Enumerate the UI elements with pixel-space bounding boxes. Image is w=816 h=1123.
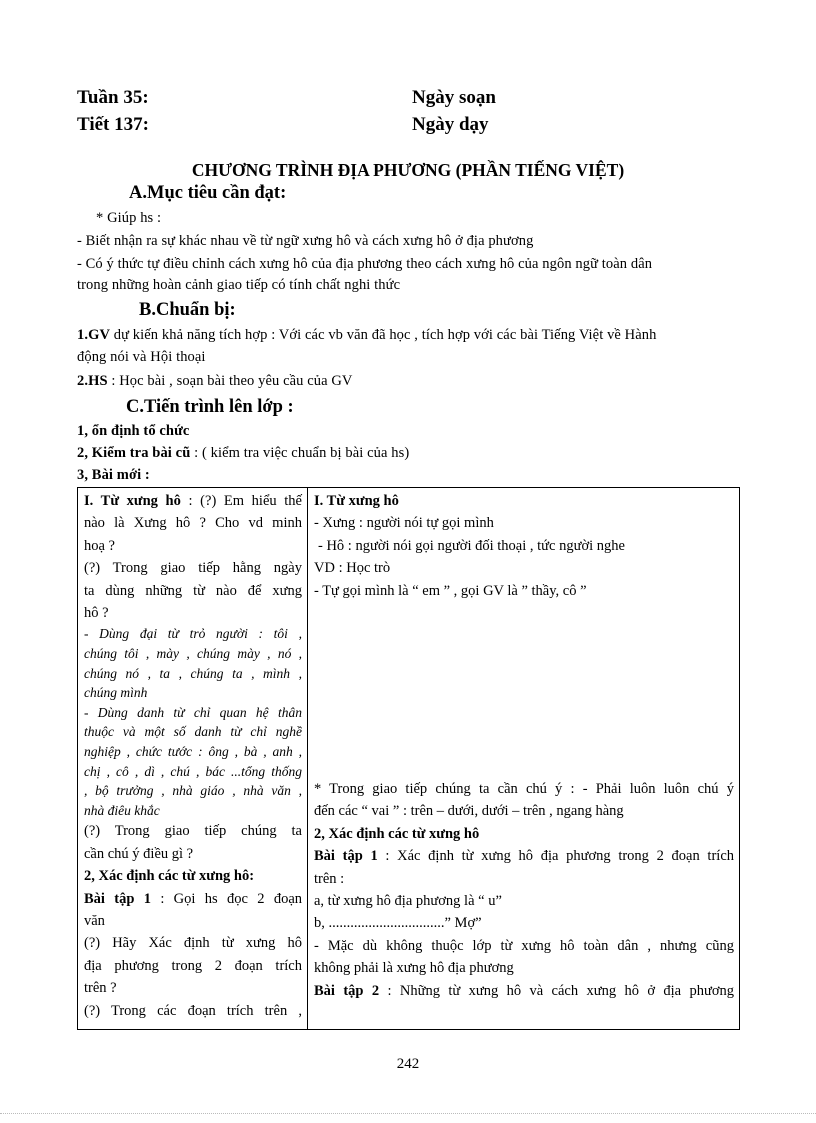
left-heading-2: 2, Xác định các từ xưng hô: (84, 868, 255, 885)
hs-text: : Học bài , soạn bài theo yêu cầu của GV (107, 373, 353, 389)
left-italic-2: chúng tôi , mày , chúng mày , nó , (84, 646, 302, 662)
page-number: 242 (396, 1056, 420, 1072)
left-line-15: (?) Trong các đoạn trích trên , (84, 1002, 302, 1019)
week-label: Tuần 35: (77, 87, 149, 108)
right-blank-space (314, 602, 734, 778)
right-line-15: : Những từ xưng hô và cách xưng hô ở địa phương (379, 982, 735, 999)
left-italic-3: chúng nó , ta , chúng ta , mình , (84, 665, 302, 681)
page-bottom-divider (0, 1113, 816, 1114)
left-exercise-1-label: Bài tập 1 (84, 890, 151, 907)
step-3: 3, Bài mới : (77, 467, 150, 483)
gv-label: 1.GV (77, 327, 111, 343)
section-b-hs-line (77, 373, 353, 390)
left-line-10: : Gọi hs đọc 2 đoạn (151, 890, 302, 907)
step-1: 1, ổn định tổ chức (77, 423, 190, 439)
step-2-text: : ( kiểm tra việc chuẩn bị bài của hs) (190, 445, 410, 461)
left-italic-5: - Dùng danh từ chỉ quan hệ thân (84, 704, 302, 720)
left-line-11: văn (84, 913, 105, 929)
left-line-5: ta dùng những từ nào để xưng (84, 582, 302, 599)
left-line-13: địa phương trong 2 đoạn trích (84, 957, 302, 974)
step-2 (77, 445, 409, 462)
right-line-7: đến các “ vai ” : trên – dưới, dưới – trên , ngang hàng (314, 803, 624, 820)
period-label: Tiết 137: (77, 114, 149, 135)
left-line-6: hô ? (84, 605, 109, 622)
section-b-gv-line (77, 327, 657, 344)
left-italic-6: thuộc và một số danh từ chỉ nghề (84, 724, 302, 740)
right-line-14: không phải là xưng hô địa phương (314, 960, 514, 977)
right-line-9: : Xác định từ xưng hô địa phương trong 2 đoạn trích (377, 848, 734, 865)
hs-label: 2.HS (77, 373, 108, 389)
teacher-activity-column (78, 488, 308, 1030)
section-a-line2a: - Có ý thức tự điều chỉnh cách xưng hô của địa phương theo cách xưng hô của ngôn ngữ toàn dân (77, 256, 653, 272)
left-heading: I. Từ xưng hô (84, 493, 181, 509)
section-a-line1: - Biết nhận ra sự khác nhau về từ ngữ xưng hô và cách xưng hô ở địa phương (77, 233, 534, 249)
right-heading: I. Từ xưng hô (314, 493, 399, 509)
section-a-intro: * Giúp hs : (96, 210, 162, 226)
lesson-table (77, 487, 740, 1030)
right-line-2: - Xưng : người nói tự gọi mình (314, 515, 494, 532)
prep-date-label: Ngày soạn (412, 87, 496, 108)
left-line-14: trên ? (84, 980, 117, 997)
right-line-3: - Hô : người nói gọi người đối thoại , tức người nghe (318, 537, 625, 554)
right-line-10: trên : (314, 870, 345, 887)
left-italic-9: , bộ trưởng , nhà giáo , nhà văn , (84, 783, 302, 799)
teach-date-label: Ngày dạy (412, 114, 489, 135)
left-line-1: : (?) Em hiểu thế (180, 493, 302, 509)
section-c-heading: C.Tiến trình lên lớp : (126, 397, 294, 417)
gv-text: dự kiến khả năng tích hợp : Với các vb văn đã học , tích hợp với các bài Tiếng Việt về Hành (110, 327, 657, 343)
section-b-heading: B.Chuẩn bị: (139, 300, 236, 320)
left-line-7: (?) Trong giao tiếp chúng ta (84, 823, 302, 840)
left-line-12: (?) Hãy Xác định từ xưng hô (84, 935, 302, 952)
right-heading-2: 2, Xác định các từ xưng hô (314, 825, 480, 842)
right-line-11: a, từ xưng hô địa phương là “ u” (314, 893, 502, 910)
left-line-3: hoạ ? (84, 537, 115, 554)
section-a-line2b: trong những hoàn cảnh giao tiếp có tính chất nghi thức (77, 277, 401, 293)
right-line-12: b, ................................” Mợ” (314, 915, 482, 932)
step-2-label: 2, Kiểm tra bài cũ (77, 445, 191, 461)
left-line-4: (?) Trong giao tiếp hằng ngày (84, 560, 302, 577)
right-exercise-2-label: Bài tập 2 (314, 982, 380, 999)
left-italic-4: chúng mình (84, 685, 148, 701)
section-a-heading: A.Mục tiêu cần đạt: (129, 183, 287, 203)
left-italic-1: - Dùng đại từ trỏ người : tôi , (84, 626, 302, 642)
content-column (308, 488, 740, 1030)
left-line-8: cần chú ý điều gì ? (84, 845, 194, 862)
right-line-13: - Mặc dù không thuộc lớp từ xưng hô toàn dân , nhưng cũng (314, 937, 734, 954)
section-b-gv-line2: động nói và Hội thoại (77, 349, 206, 365)
right-line-6: * Trong giao tiếp chúng ta cần chú ý : - Phải luôn luôn chú ý (314, 781, 734, 798)
lesson-title: CHƯƠNG TRÌNH ĐỊA PHƯƠNG (PHẦN TIẾNG VIỆT) (191, 160, 625, 180)
right-exercise-1-label: Bài tập 1 (314, 848, 378, 865)
left-italic-10: nhà điêu khắc (84, 802, 160, 818)
left-italic-8: chị , cô , dì , chú , bác ...tổng thống (84, 763, 302, 779)
right-line-5: - Tự gọi mình là “ em ” , gọi GV là ” thầy, cô ” (314, 582, 587, 599)
left-italic-7: nghiệp , chức tước : ông , bà , anh , (84, 744, 302, 759)
right-line-4: VD : Học trò (314, 560, 391, 577)
left-line-2: nào là Xưng hô ? Cho vd minh (84, 515, 302, 532)
